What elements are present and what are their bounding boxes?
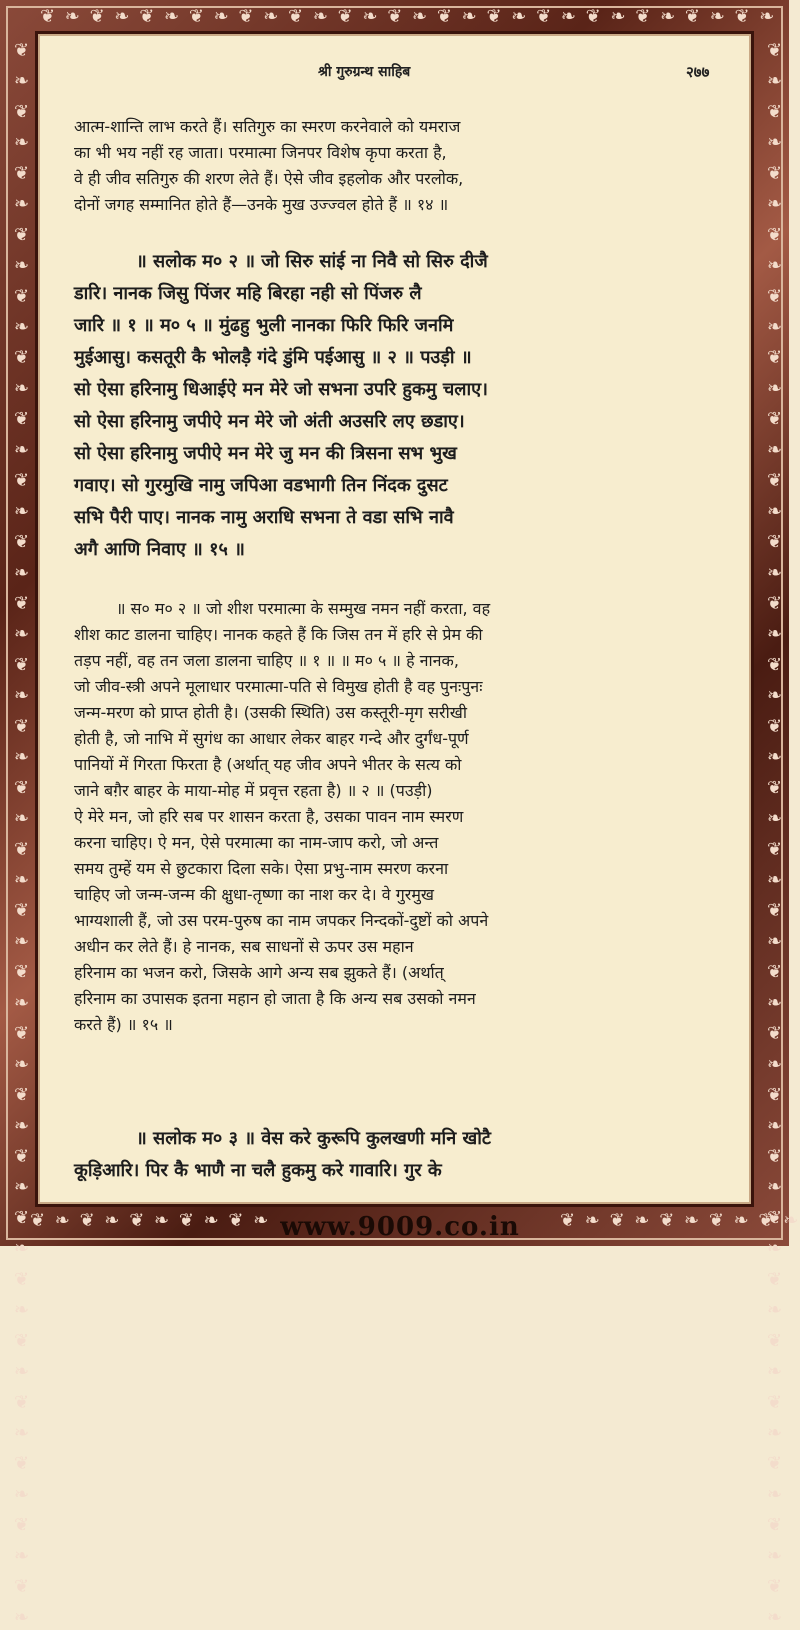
footer-url: www.9009.co.in <box>280 1212 520 1242</box>
verse-line: सो ऐसा हरिनामु जपीऐ मन मेरे जो अंती अउसरि लए छडाए। <box>74 411 465 432</box>
verse-line: कूड़िआरि। पिर कै भाणै ना चलै हुकमु करे गावारि। गुर के <box>74 1160 442 1181</box>
text-line: जाने बग़ैर बाहर के माया-मोह में प्रवृत्त रहता है) ॥ २ ॥ (पउड़ी) <box>74 781 433 800</box>
scripture-page <box>38 34 751 1204</box>
text-line: वे ही जीव सतिगुरु की शरण लेते हैं। ऐसे जीव इहलोक और परलोक, <box>74 169 464 188</box>
text-line: अधीन कर लेते हैं। हे नानक, सब साधनों से ऊपर उस महान <box>74 937 414 956</box>
text-line: का भी भय नहीं रह जाता। परमात्मा जिनपर विशेष कृपा करता है, <box>74 143 447 162</box>
verse-line: डारि। नानक जिसु पिंजर महि बिरहा नही सो पिंजरु लै <box>74 283 422 304</box>
text-line: आत्म-शान्ति लाभ करते हैं। सतिगुरु का स्मरण करनेवाले को यमराज <box>74 117 461 136</box>
text-line: करना चाहिए। ऐ मन, ऐसे परमात्मा का नाम-जाप करो, जो अन्त <box>74 833 439 852</box>
text-line: तड़प नहीं, वह तन जला डालना चाहिए ॥ १ ॥ ॥ म० ५ ॥ हे नानक, <box>74 651 459 670</box>
verse-line: ॥ सलोक म० ३ ॥ वेस करे कुरूपि कुलखणी मनि खोटै <box>136 1128 491 1149</box>
page-number: २७७ <box>686 63 710 81</box>
text-line: समय तुम्हें यम से छुटकारा दिला सके। ऐसा प्रभु-नाम स्मरण करना <box>74 859 449 878</box>
gurbani-verse-block <box>74 246 722 566</box>
verse-line: अगै आणि निवाए ॥ १५ ॥ <box>74 539 245 560</box>
verse-line: गवाए। सो गुरमुखि नामु जपिआ वडभागी तिन निंदक दुसट <box>74 475 448 496</box>
gurbani-verse-block-2 <box>74 1123 722 1187</box>
verse-line: ॥ सलोक म० २ ॥ जो सिरु सांई ना निवै सो सिरु दीजै <box>136 251 488 272</box>
frame-vine-bottom-left: ❦ ❧ ❦ ❧ ❦ ❧ ❦ ❧ ❦ ❧ <box>30 1210 271 1231</box>
text-line: ॥ स० म० २ ॥ जो शीश परमात्मा के सम्मुख नमन नहीं करता, वह <box>116 599 491 618</box>
text-line: ऐ मेरे मन, जो हरि सब पर शासन करता है, उसका पावन नाम स्मरण <box>74 807 464 826</box>
page-header <box>38 62 751 86</box>
text-line: हरिनाम का उपासक इतना महान हो जाता है कि अन्य सब उसको नमन <box>74 989 476 1008</box>
text-line: पानियों में गिरता फिरता है (अर्थात् यह जीव अपने भीतर के सत्य को <box>74 755 462 774</box>
verse-line: सो ऐसा हरिनामु धिआईऐ मन मेरे जो सभना उपरि हुकमु चलाए। <box>74 379 488 400</box>
hindi-translation-block-1 <box>74 114 722 218</box>
hindi-translation-block-2 <box>74 596 722 1038</box>
verse-line: सो ऐसा हरिनामु जपीऐ मन मेरे जु मन की त्रिसना सभ भुख <box>74 443 457 464</box>
frame-vine-bottom-right: ❦ ❧ ❦ ❧ ❦ ❧ ❦ ❧ ❦ ❧ <box>560 1210 800 1231</box>
text-line: हरिनाम का भजन करो, जिसके आगे अन्य सब झुकते हैं। (अर्थात् <box>74 963 444 982</box>
frame-vine-left: ❦ ❧ ❦ ❧ ❦ ❧ ❦ ❧ ❦ ❧ ❦ ❧ ❦ ❧ ❦ ❧ ❦ ❧ ❦ ❧ ❦ ❧ ❦ ❧ ❦ ❧ ❦ ❧ ❦ ❧ ❦ ❧ ❦ ❧ ❦ ❧ ❦ ❧ ❦ ❧ ❦ ❧ ❦ ❧ ❦ ❧ ❦ ❧ ❦ ❧ ❦ ❧ <box>11 40 32 1630</box>
text-line: दोनों जगह सम्मानित होते हैं—उनके मुख उज्ज्वल होते हैं ॥ १४ ॥ <box>74 195 449 214</box>
verse-line: जारि ॥ १ ॥ म० ५ ॥ मुंढहु भुली नानका फिरि फिरि जनमि <box>74 315 454 336</box>
text-line: जो जीव-स्त्री अपने मूलाधार परमात्मा-पति से विमुख होती है वह पुनःपुनः <box>74 677 483 696</box>
frame-vine-right: ❦ ❧ ❦ ❧ ❦ ❧ ❦ ❧ ❦ ❧ ❦ ❧ ❦ ❧ ❦ ❧ ❦ ❧ ❦ ❧ ❦ ❧ ❦ ❧ ❦ ❧ ❦ ❧ ❦ ❧ ❦ ❧ ❦ ❧ ❦ ❧ ❦ ❧ ❦ ❧ ❦ ❧ ❦ ❧ ❦ ❧ ❦ ❧ ❦ ❧ ❦ ❧ <box>764 40 785 1630</box>
text-line: भाग्यशाली हैं, जो उस परम-पुरुष का नाम जपकर निन्दकों-दुष्टों को अपने <box>74 911 489 930</box>
text-line: शीश काट डालना चाहिए। नानक कहते हैं कि जिस तन में हरि से प्रेम की <box>74 625 483 644</box>
verse-line: सभि पैरी पाए। नानक नामु अराधि सभना ते वडा सभि नावै <box>74 507 454 528</box>
verse-line: मुईआसु। कसतूरी कै भोलड़ै गंदे डुंमि पईआसु ॥ २ ॥ पउड़ी ॥ <box>74 347 472 368</box>
text-line: चाहिए जो जन्म-जन्म की क्षुधा-तृष्णा का नाश कर दे। वे गुरमुख <box>74 885 434 904</box>
text-line: जन्म-मरण को प्राप्त होती है। (उसकी स्थिति) उस कस्तूरी-मृग सरीखी <box>74 703 467 722</box>
frame-vine-top: ❦ ❧ ❦ ❧ ❦ ❧ ❦ ❧ ❦ ❧ ❦ ❧ ❦ ❧ ❦ ❧ ❦ ❧ ❦ ❧ ❦ ❧ ❦ ❧ ❦ ❧ ❦ ❧ ❦ ❧ <box>40 6 777 27</box>
text-line: करते हैं) ॥ १५ ॥ <box>74 1015 173 1034</box>
text-line: होती है, जो नाभि में सुगंध का आधार लेकर बाहर गन्दे और दुर्गंध-पूर्ण <box>74 729 469 748</box>
page-title: श्री गुरुग्रन्थ साहिब <box>318 64 411 80</box>
